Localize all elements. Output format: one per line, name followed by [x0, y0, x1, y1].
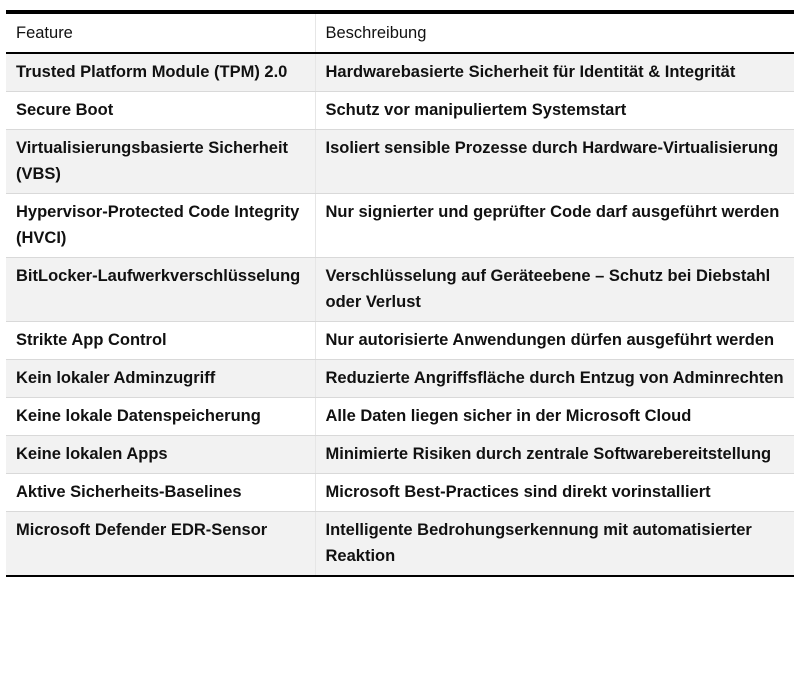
- feature-cell: Hypervisor-Protected Code Integrity (HVCI): [6, 194, 315, 258]
- description-cell: Isoliert sensible Prozesse durch Hardware-Virtualisierung: [315, 130, 794, 194]
- table-row: [6, 92, 794, 130]
- table-row: [6, 474, 794, 512]
- description-cell: Schutz vor manipuliertem Systemstart: [315, 92, 794, 130]
- feature-cell: Kein lokaler Adminzugriff: [6, 360, 315, 398]
- feature-cell: Microsoft Defender EDR-Sensor: [6, 512, 315, 577]
- description-cell: Verschlüsselung auf Geräteebene – Schutz bei Diebstahl oder Verlust: [315, 258, 794, 322]
- table-body: [6, 53, 794, 576]
- table-header: [6, 12, 794, 53]
- feature-cell: Keine lokalen Apps: [6, 436, 315, 474]
- table-row: [6, 360, 794, 398]
- header-row: [6, 12, 794, 53]
- feature-cell: Keine lokale Datenspeicherung: [6, 398, 315, 436]
- feature-cell: Strikte App Control: [6, 322, 315, 360]
- description-cell: Nur autorisierte Anwendungen dürfen ausgeführt werden: [315, 322, 794, 360]
- description-cell: Hardwarebasierte Sicherheit für Identität & Integrität: [315, 53, 794, 92]
- table-row: [6, 258, 794, 322]
- description-cell: Intelligente Bedrohungserkennung mit automatisierter Reaktion: [315, 512, 794, 577]
- table-row: [6, 53, 794, 92]
- table-row: [6, 436, 794, 474]
- feature-cell: Virtualisierungsbasierte Sicherheit (VBS): [6, 130, 315, 194]
- feature-table-container: [6, 10, 794, 577]
- description-cell: Reduzierte Angriffsfläche durch Entzug von Adminrechten: [315, 360, 794, 398]
- feature-table: [6, 10, 794, 577]
- header-feature: Feature: [16, 24, 73, 42]
- description-cell: Alle Daten liegen sicher in der Microsoft Cloud: [315, 398, 794, 436]
- feature-cell: Trusted Platform Module (TPM) 2.0: [6, 53, 315, 92]
- table-row: [6, 322, 794, 360]
- table-row: [6, 512, 794, 577]
- table-row: [6, 130, 794, 194]
- feature-cell: BitLocker-Laufwerkverschlüsselung: [6, 258, 315, 322]
- description-cell: Minimierte Risiken durch zentrale Softwarebereitstellung: [315, 436, 794, 474]
- description-cell: Microsoft Best-Practices sind direkt vorinstalliert: [315, 474, 794, 512]
- description-cell: Nur signierter und geprüfter Code darf ausgeführt werden: [315, 194, 794, 258]
- feature-cell: Aktive Sicherheits-Baselines: [6, 474, 315, 512]
- header-beschreibung: Beschreibung: [315, 12, 794, 53]
- table-row: [6, 194, 794, 258]
- table-row: [6, 398, 794, 436]
- feature-cell: Secure Boot: [6, 92, 315, 130]
